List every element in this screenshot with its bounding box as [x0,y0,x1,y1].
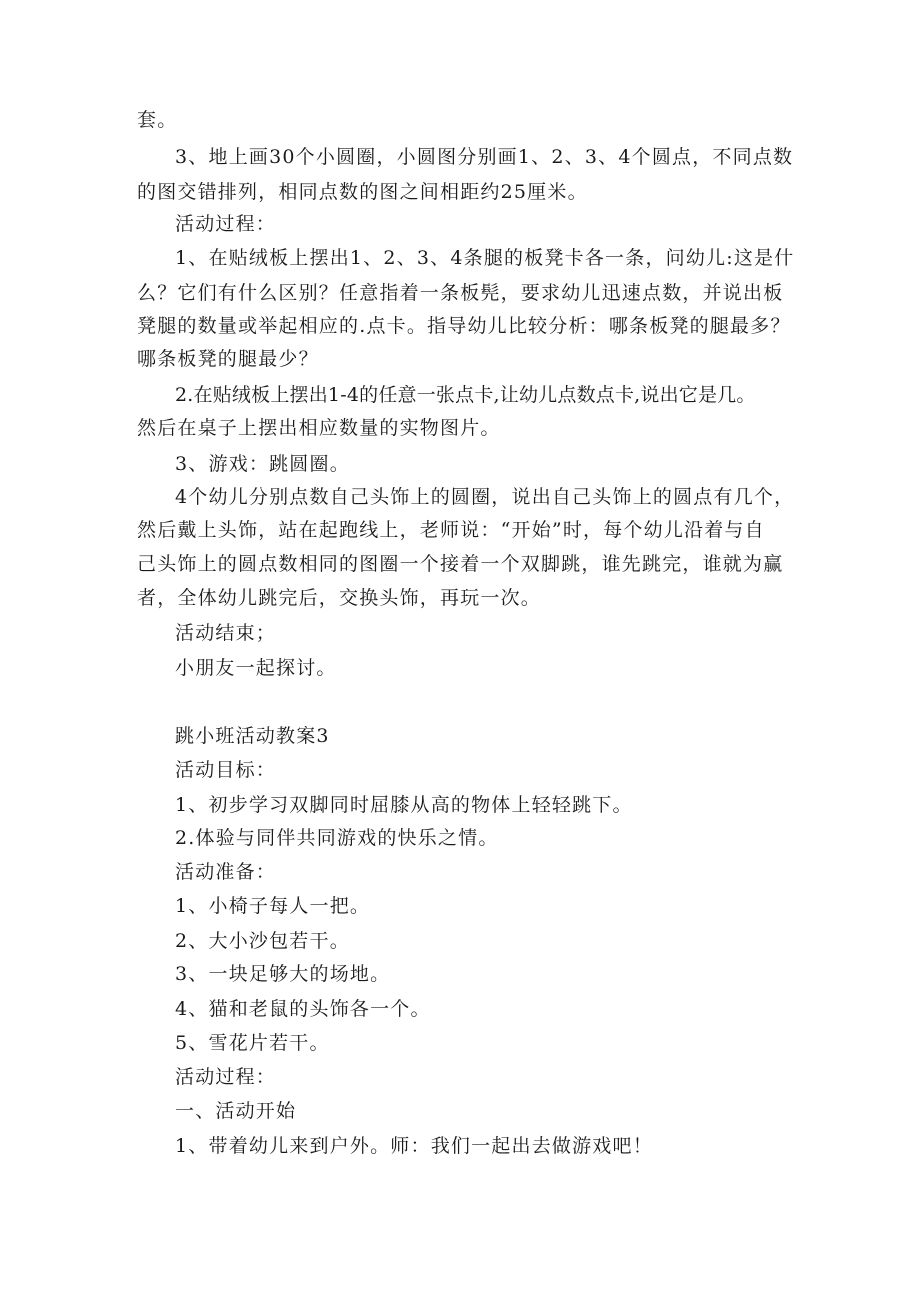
list-item: 1、带着幼儿来到户外。师：我们一起出去做游戏吧！ [175,1135,653,1157]
paragraph-line: 3、地上画30个小圆圈，小圆图分别画1、2、3、4个圆点，不同点数 [175,146,794,168]
paragraph-line: 小朋友一起探讨。 [175,657,337,679]
list-item: 1、小椅子每人一把。 [175,895,371,917]
list-item: 3、一块足够大的场地。 [175,963,391,985]
paragraph-line: 然后在桌子上摆出相应数量的实物图片。 [137,417,501,439]
paragraph-line: 3、游戏：跳圆圈。 [175,453,350,475]
list-item: 2.体验与同伴共同游戏的快乐之情。 [175,827,499,849]
paragraph-line: 1、在贴绒板上摆出1、2、3、4条腿的板凳卡各一条，问幼儿:这是什 [175,247,795,269]
paragraph-line: 者，全体幼儿跳完后，交换头饰，再玩一次。 [137,587,542,609]
list-item: 5、雪花片若干。 [175,1032,330,1054]
list-item: 2、大小沙包若干。 [175,930,350,952]
paragraph-line: 凳腿的数量或举起相应的.点卡。指导幼儿比较分析：哪条板凳的腿最多？ [137,315,791,337]
paragraph-line: 2.在贴绒板上摆出1-4的任意一张点卡,让幼儿点数点卡,说出它是几。 [175,384,756,406]
list-item: 4、猫和老鼠的头饰各一个。 [175,998,431,1020]
list-item: 1、初步学习双脚同时屈膝从高的物体上轻轻跳下。 [175,794,633,816]
paragraph-line: 套。 [137,109,178,131]
paragraph-line: 然后戴上头饰，站在起跑线上，老师说：“开始”时，每个幼儿沿着与自 [137,519,765,541]
document-title: 跳小班活动教案3 [175,725,330,747]
section-heading: 活动过程： [175,1066,277,1088]
section-heading: 一、活动开始 [175,1100,297,1122]
section-heading: 活动过程： [175,213,277,235]
paragraph-line: 4个幼儿分别点数自己头饰上的圆圈，说出自己头饰上的圆点有几个， [175,486,795,508]
paragraph-line: 的图交错排列，相同点数的图之间相距约25厘米。 [137,181,588,203]
paragraph-line: 哪条板凳的腿最少？ [137,348,319,370]
section-heading: 活动准备： [175,861,277,883]
paragraph-line: 么？它们有什么区别？任意指着一条板髡，要求幼儿迅速点数，并说出板 [137,282,784,304]
paragraph-line: 己头饰上的圆点数相同的图圈一个接着一个双脚跳，谁先跳完，谁就为赢 [137,553,784,575]
section-heading: 活动结束； [175,622,277,644]
section-heading: 活动目标： [175,759,277,781]
